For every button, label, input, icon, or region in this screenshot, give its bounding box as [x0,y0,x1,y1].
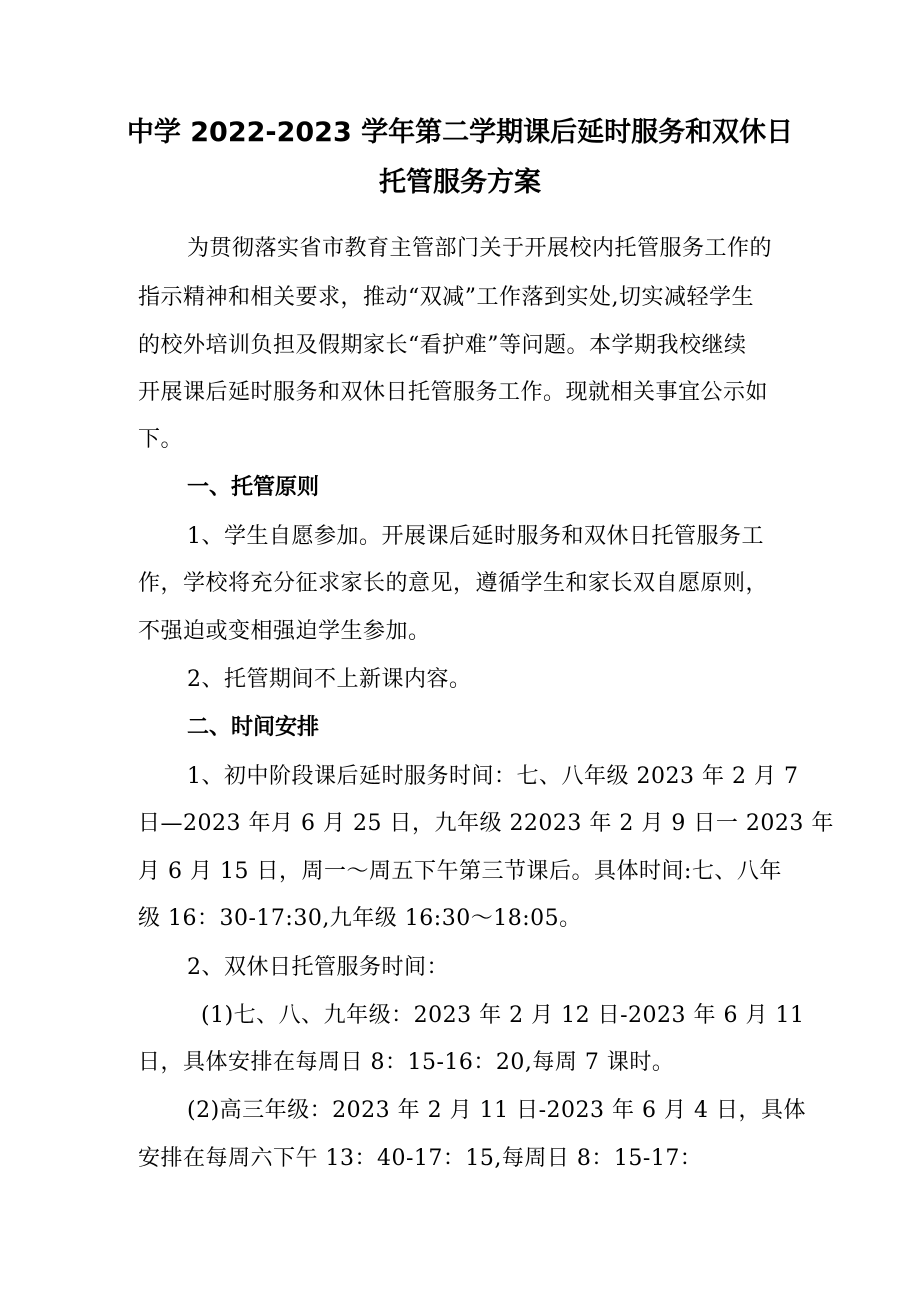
schedule-2-sub1-line-2: 日，具体安排在每周日 8：15-16：20,每周 7 课时。 [138,1050,675,1075]
schedule-1-line-4: 级 16：30-17:30,九年级 16:30～18:05。 [138,906,582,931]
intro-line-4: 开展课后延时服务和双休日托管服务工作。现就相关事宜公示如 [138,380,769,405]
principle-1-line-1: 1、学生自愿参加。开展课后延时服务和双休日托管服务工 [187,524,764,549]
schedule-1-line-2: 日—2023 年月 6 月 25 日，九年级 22023 年 2 月 9 日一 2023 年 [138,811,834,836]
document-title-line-2: 托管服务方案 [379,167,541,198]
intro-line-2: 指示精神和相关要求，推动“双减”工作落到实处,切实减轻学生 [138,285,754,310]
schedule-2: 2、双休日托管服务时间： [187,955,449,980]
principle-2: 2、托管期间不上新课内容。 [187,667,472,692]
principle-1-line-3: 不强迫或变相强迫学生参加。 [138,619,431,644]
document-title-line-1: 中学 2022-2023 学年第二学期课后延时服务和双休日 [126,117,794,148]
principle-1-line-2: 作，学校将充分征求家长的意见，遵循学生和家长双自愿原则， [138,571,769,596]
schedule-2-sub2-line-2: 安排在每周六下午 13：40-17：15,每周日 8：15-17： [138,1146,703,1171]
section-heading-schedule: 二、时间安排 [187,715,320,740]
intro-line-3: 的校外培训负担及假期家长“看护难”等问题。本学期我校继续 [138,333,747,358]
intro-line-1: 为贯彻落实省市教育主管部门关于开展校内托管服务工作的 [187,236,773,261]
schedule-2-sub1-line-1: (1)七、八、九年级：2023 年 2 月 12 日-2023 年 6 月 11 [201,1003,805,1028]
schedule-1-line-1: 1、初中阶段课后延时服务时间：七、八年级 2023 年 2 月 7 [187,764,799,789]
intro-line-5: 下。 [138,427,184,452]
section-heading-principles: 一、托管原则 [187,475,320,500]
schedule-1-line-3: 月 6 月 15 日，周一～周五下午第三节课后。具体时间:七、八年 [138,859,782,884]
schedule-2-sub2-line-1: (2)高三年级：2023 年 2 月 11 日-2023 年 6 月 4 日，具体 [187,1098,806,1123]
